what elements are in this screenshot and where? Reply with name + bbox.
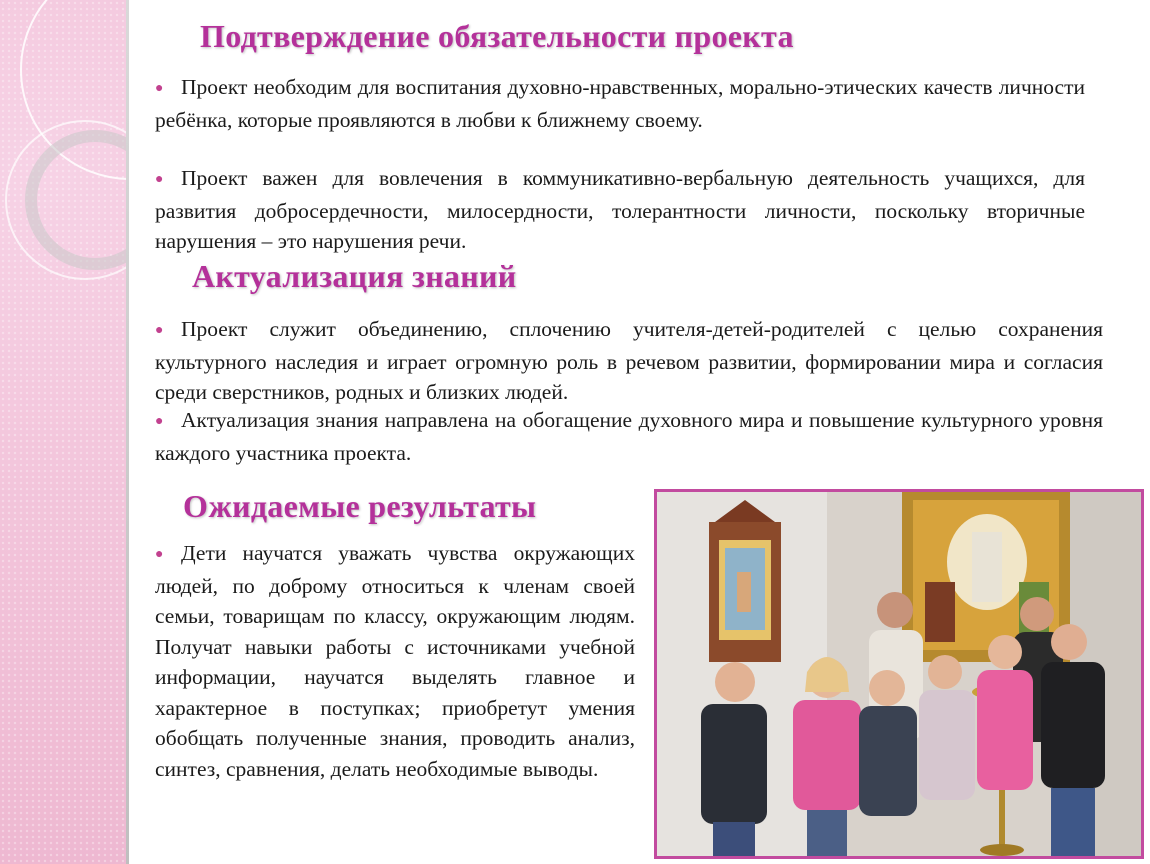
bullet-icon: ● <box>155 547 164 562</box>
bullet-paragraph <box>155 538 635 784</box>
section-title-confirmation: Подтверждение обязательности проекта <box>200 18 794 54</box>
icon-painting-left <box>709 500 781 662</box>
paragraph-text: Дети научатся уважать чувства окружающих людей, по доброму относиться к членам своей семьи, товарищам по классу, окружающим людям. Получат навыки работы с источниками учебной информации, научатся выделять главное и характерное в поступках; приобретут умения обобщать полученные знания, проводить анализ, синтез, сравнения, делать необходимые выводы. <box>155 541 635 781</box>
bullet-icon: ● <box>155 323 164 338</box>
bullet-paragraph <box>155 72 1085 135</box>
group-photo <box>654 489 1144 859</box>
paragraph-text: Проект важен для вовлечения в коммуникативно-вербальную деятельность учащихся, для развития добросердечности, милосердности, толерантности личности, поскольку вторичные нарушения – это нарушения речи. <box>155 166 1085 253</box>
bullet-paragraph <box>155 405 1103 468</box>
paragraph-text: Актуализация знания направлена на обогащение духовного мира и повышение культурного уровня каждого участника проекта. <box>155 408 1103 465</box>
paragraph-text: Проект служит объединению, сплочению учителя-детей-родителей с целью сохранения культурного наследия и играет огромную роль в речевом развитии, формировании мира и согласия среди сверстников, родных и близких людей. <box>155 317 1103 404</box>
bullet-paragraph <box>155 163 1085 257</box>
section-title-expected-results: Ожидаемые результаты <box>183 488 537 524</box>
bullet-icon: ● <box>155 172 164 187</box>
group-photo-illustration <box>657 492 1141 856</box>
section-title-actualization: Актуализация знаний <box>192 258 517 294</box>
bullet-icon: ● <box>155 81 164 96</box>
paragraph-text: Проект необходим для воспитания духовно-нравственных, морально-этических качеств личности ребёнка, которые проявляются в любви к ближнему своему. <box>155 75 1085 132</box>
bullet-icon: ● <box>155 414 164 429</box>
decorative-sidebar <box>0 0 128 864</box>
sidebar-divider <box>126 0 129 864</box>
bullet-paragraph <box>155 314 1103 408</box>
